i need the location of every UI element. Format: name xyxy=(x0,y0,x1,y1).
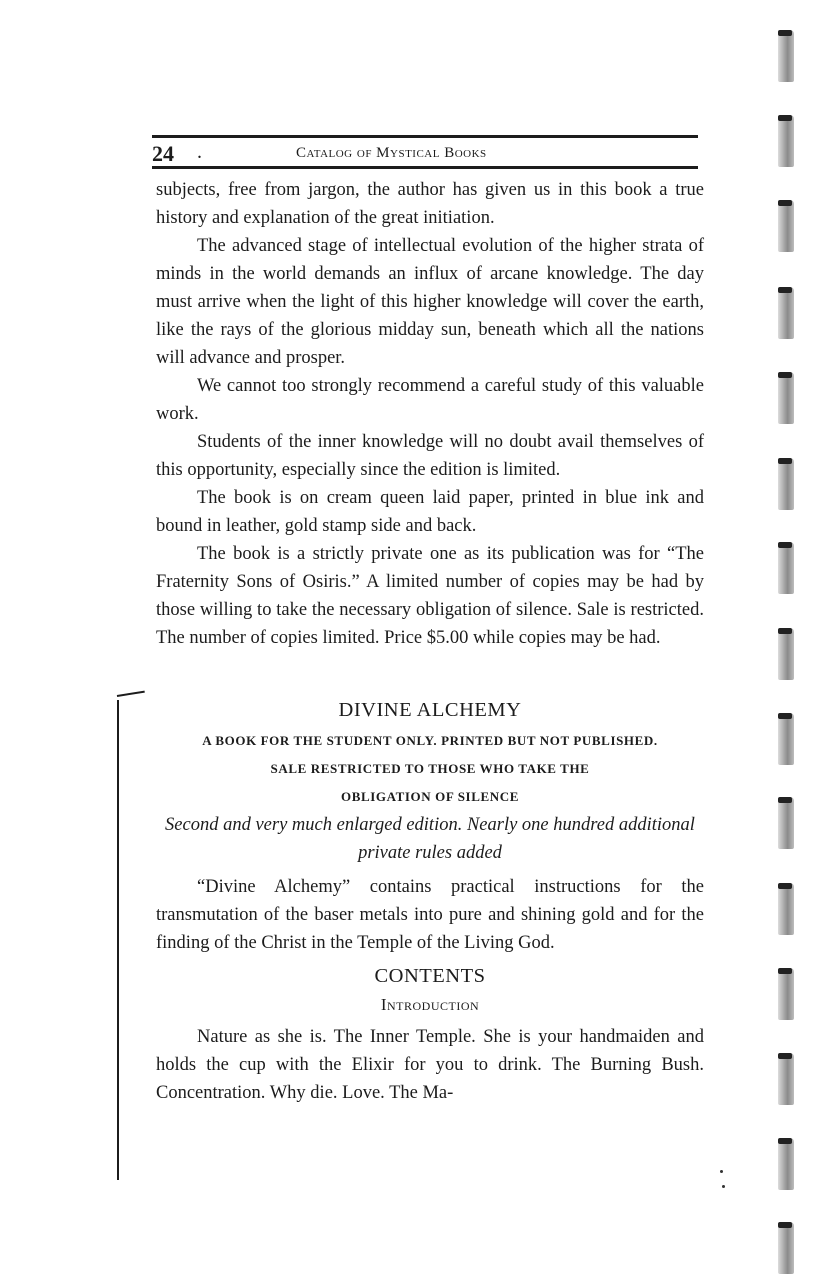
margin-bracket-top xyxy=(117,691,145,697)
binding-hole xyxy=(778,287,794,339)
binding-hole xyxy=(778,713,794,765)
binding-hole xyxy=(778,115,794,167)
notice-line-3: OBLIGATION OF SILENCE xyxy=(340,789,520,804)
header-rule-top xyxy=(152,135,698,138)
divine-alchemy-section xyxy=(156,695,704,1107)
body-top xyxy=(156,176,704,652)
edition-note: Second and very much enlarged edition. Nearly one hundred additional private rules added xyxy=(165,815,695,863)
print-speck xyxy=(720,1170,723,1173)
running-title: Catalog of Mystical Books xyxy=(296,145,487,161)
binding-hole xyxy=(778,1053,794,1105)
print-speck xyxy=(722,1185,725,1188)
notice-line-2: SALE RESTRICTED TO THOSE WHO TAKE THE xyxy=(270,761,590,776)
contents-subheading: Introduction xyxy=(380,995,480,1014)
header-separator: . xyxy=(197,141,202,163)
binding-hole xyxy=(778,200,794,252)
description: “Divine Alchemy” contains practical instructions for the transmutation of the baser metals into pure and shining gold and for the finding of the Christ in the Temple of the Living God. xyxy=(156,877,704,953)
page-number: 24 xyxy=(152,141,174,166)
paragraph-students: Students of the inner knowledge will no doubt avail themselves of this opportunity, especially since the edition is limited. xyxy=(156,432,704,480)
binding-hole xyxy=(778,1138,794,1190)
notice-line-1: A BOOK FOR THE STUDENT ONLY. PRINTED BUT NOT PUBLISHED. xyxy=(202,733,658,748)
margin-bracket-line xyxy=(117,700,119,1180)
paragraph-paper: The book is on cream queen laid paper, printed in blue ink and bound in leather, gold stamp side and back. xyxy=(156,488,704,536)
header-rule-bottom xyxy=(152,166,698,169)
contents-text: Nature as she is. The Inner Temple. She is your handmaiden and holds the cup with the Elixir for you to drink. The Burning Bush. Concentration. Why die. Love. The Ma- xyxy=(156,1027,704,1103)
binding-hole xyxy=(778,542,794,594)
contents-title: CONTENTS xyxy=(374,965,486,987)
binding-hole xyxy=(778,1222,794,1274)
binding-hole xyxy=(778,458,794,510)
section-title: DIVINE ALCHEMY xyxy=(338,699,522,721)
binding-hole xyxy=(778,628,794,680)
binding-hole xyxy=(778,30,794,82)
binding-hole xyxy=(778,372,794,424)
paragraph-private: The book is a strictly private one as its publication was for “The Fraternity Sons of Osiris.” A limited number of copies may be had by those willing to take the necessary obligation of silence. Sale is restricted. The number of copies limited. Price $5.00 while copies may be had. xyxy=(156,544,704,648)
paragraph-recommend: We cannot too strongly recommend a careful study of this valuable work. xyxy=(156,376,704,424)
paragraph-continuation: subjects, free from jargon, the author has given us in this book a true history and explanation of the great initiation. xyxy=(156,180,704,228)
binding-holes xyxy=(778,0,818,1288)
binding-hole xyxy=(778,968,794,1020)
binding-hole xyxy=(778,797,794,849)
binding-hole xyxy=(778,883,794,935)
paragraph-evolution: The advanced stage of intellectual evolution of the higher strata of minds in the world demands an influx of arcane knowledge. The day must arrive when the light of this higher knowledge will cover the earth, like the rays of the glorious midday sun, beneath which all the nations will advance and prosper. xyxy=(156,236,704,368)
